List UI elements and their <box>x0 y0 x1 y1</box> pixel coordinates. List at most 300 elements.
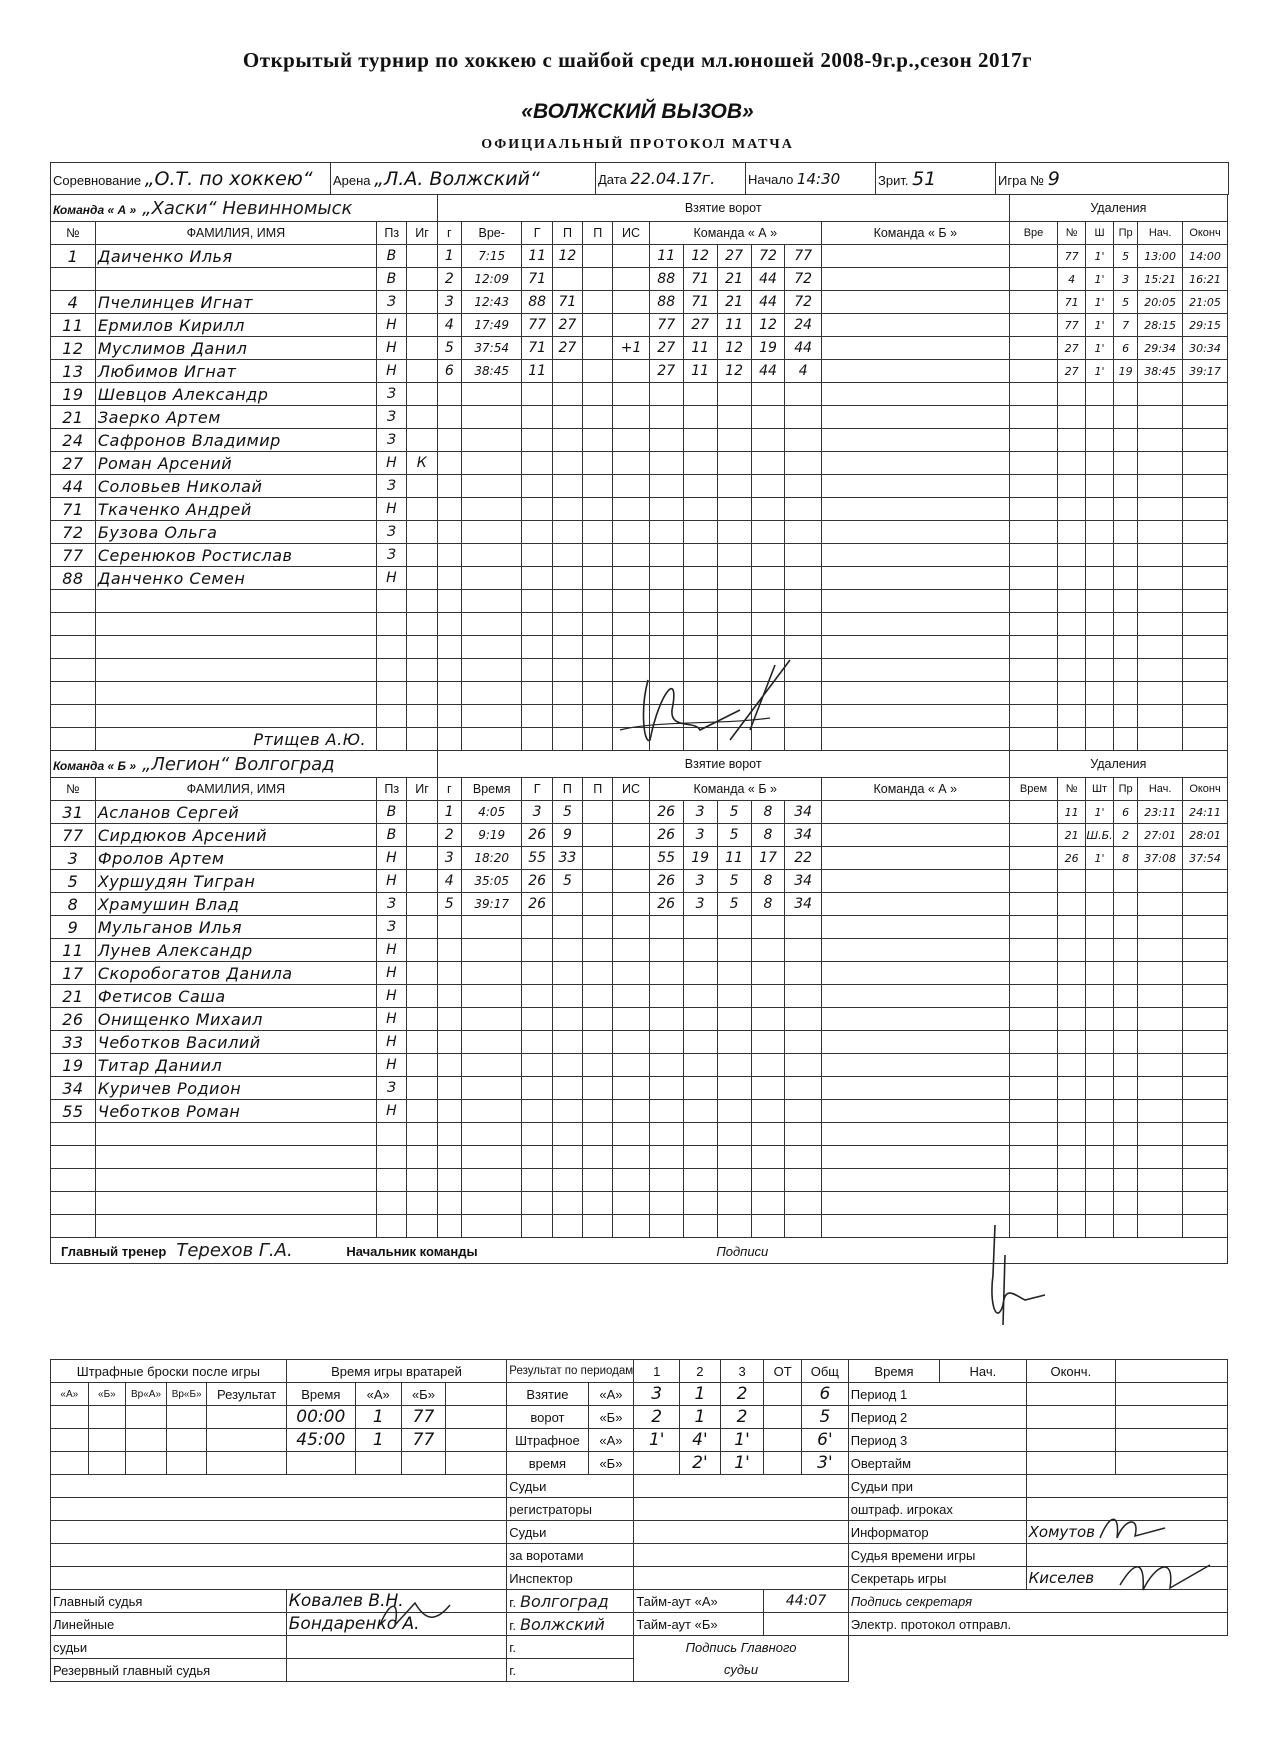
player-name: Ткаченко Андрей <box>95 498 376 521</box>
goal-on-ice <box>683 1054 717 1077</box>
cell <box>51 1475 507 1498</box>
team-b-coach: Терехов Г.А. <box>176 1240 293 1261</box>
goalie-b-value: 77 <box>401 1429 446 1452</box>
cell <box>286 1636 507 1659</box>
goal-n: 6 <box>437 360 461 383</box>
goal-t <box>461 1169 522 1192</box>
teamA-name: „Хаски“ Невинномыск <box>142 197 353 219</box>
goal-on-ice <box>683 1008 717 1031</box>
penalty-sh <box>1086 498 1114 521</box>
period-3-header: 3 <box>720 1360 764 1383</box>
goal-n <box>437 636 461 659</box>
penalty-sh: 1' <box>1086 245 1114 268</box>
goal-p: 33 <box>552 847 582 870</box>
competition-label: Соревнование <box>53 172 142 188</box>
cell <box>1026 1429 1115 1452</box>
goal-on-ice <box>717 1192 751 1215</box>
goal-is <box>613 429 649 452</box>
goal-t <box>461 962 522 985</box>
results-section <box>50 1359 1228 1682</box>
penalty-end: 30:34 <box>1183 337 1228 360</box>
goal-g: 77 <box>522 314 552 337</box>
penalty-num <box>1058 1146 1086 1169</box>
cell <box>355 1452 401 1475</box>
goal-g <box>522 1123 552 1146</box>
penalty-num: 11 <box>1058 801 1086 824</box>
linesmen-value: Бондаренко А. <box>286 1613 507 1636</box>
penalty-end <box>1183 893 1228 916</box>
goal-on-ice <box>751 1008 785 1031</box>
penalty-start: 38:45 <box>1138 360 1183 383</box>
opponent-on-ice <box>821 824 1009 847</box>
penalty-start <box>1138 659 1183 682</box>
reserve-judge-label: Резервный главный судья <box>51 1659 287 1682</box>
goal-t <box>461 939 522 962</box>
goal-p2 <box>583 429 613 452</box>
penalty-pr: 2 <box>1113 824 1137 847</box>
goals-a-value: 3 <box>634 1383 680 1406</box>
goal-t <box>461 498 522 521</box>
goal-t <box>461 1192 522 1215</box>
table-row <box>51 939 1228 962</box>
cell <box>126 1452 167 1475</box>
cell <box>552 728 582 751</box>
cell <box>634 1475 848 1498</box>
player-name <box>95 1123 376 1146</box>
timekeeper-label: Судья времени игры <box>848 1544 1026 1567</box>
goal-n <box>437 705 461 728</box>
player-number <box>51 590 96 613</box>
table-row <box>51 1169 1228 1192</box>
goal-on-ice: 8 <box>751 870 785 893</box>
col-header-P: П <box>583 778 613 801</box>
goal-p2 <box>583 268 613 291</box>
penalty-start: 27:01 <box>1138 824 1183 847</box>
goal-p: 5 <box>552 870 582 893</box>
side-a-label: «А» <box>588 1429 634 1452</box>
player-name <box>95 613 376 636</box>
goal-on-ice <box>649 1169 683 1192</box>
goal-t <box>461 567 522 590</box>
goal-p <box>552 1054 582 1077</box>
col-header-g: г <box>437 222 461 245</box>
goal-on-ice <box>649 475 683 498</box>
goal-on-ice: 27 <box>717 245 751 268</box>
player-position: Н <box>377 314 407 337</box>
player-position: З <box>377 893 407 916</box>
goal-on-ice <box>751 406 785 429</box>
timeout-b-label: Тайм-аут «Б» <box>634 1613 764 1636</box>
goal-g <box>522 590 552 613</box>
penalty-t <box>1009 383 1057 406</box>
goal-on-ice <box>649 985 683 1008</box>
goal-g <box>522 1031 552 1054</box>
goal-is <box>613 1146 649 1169</box>
goal-is <box>613 962 649 985</box>
goal-t <box>461 1077 522 1100</box>
goal-is <box>613 544 649 567</box>
penalty-sh <box>1086 985 1114 1008</box>
goal-on-ice: 3 <box>683 870 717 893</box>
goal-on-ice <box>751 1031 785 1054</box>
penalty-start <box>1138 613 1183 636</box>
penalty-end <box>1183 498 1228 521</box>
player-captain <box>407 1077 437 1100</box>
penalty-num: 77 <box>1058 245 1086 268</box>
goal-t <box>461 636 522 659</box>
time-end-header: Оконч. <box>1026 1360 1115 1383</box>
player-name: Соловьев Николай <box>95 475 376 498</box>
goal-t <box>461 1123 522 1146</box>
penalty-pr <box>1113 1169 1137 1192</box>
goal-g: 11 <box>522 245 552 268</box>
player-name <box>95 1192 376 1215</box>
col-header-g: г <box>437 778 461 801</box>
goal-on-ice: 55 <box>649 847 683 870</box>
penalty-sh: 1' <box>1086 291 1114 314</box>
penalty-num <box>1058 705 1086 728</box>
goal-on-ice <box>683 1100 717 1123</box>
opponent-on-ice <box>821 291 1009 314</box>
goals-b-value: 2 <box>720 1406 764 1429</box>
penalty-start <box>1138 705 1183 728</box>
penalty-t <box>1009 1054 1057 1077</box>
goal-on-ice: 12 <box>717 360 751 383</box>
goal-is <box>613 291 649 314</box>
side-b-label: «Б» <box>588 1406 634 1429</box>
goal-n: 4 <box>437 314 461 337</box>
cell <box>207 1452 286 1475</box>
player-captain <box>407 870 437 893</box>
opponent-on-ice <box>821 985 1009 1008</box>
goal-g <box>522 452 552 475</box>
goal-n <box>437 498 461 521</box>
goal-g: 11 <box>522 360 552 383</box>
goal-is <box>613 406 649 429</box>
goal-p2 <box>583 475 613 498</box>
penalty-num <box>1058 659 1086 682</box>
player-captain <box>407 1169 437 1192</box>
goal-g: 26 <box>522 824 552 847</box>
player-name: Чеботков Роман <box>95 1100 376 1123</box>
player-name <box>95 268 376 291</box>
table-row <box>51 314 1228 337</box>
goalie-a-value: 1 <box>355 1406 401 1429</box>
opponent-on-ice <box>821 475 1009 498</box>
goal-on-ice: 17 <box>751 847 785 870</box>
player-name <box>95 705 376 728</box>
penalty-num <box>1058 893 1086 916</box>
goal-g: 88 <box>522 291 552 314</box>
penalty-end <box>1183 985 1228 1008</box>
goal-p2 <box>583 1146 613 1169</box>
penalty-start: 29:34 <box>1138 337 1183 360</box>
goal-on-ice <box>751 1169 785 1192</box>
player-position: Н <box>377 1054 407 1077</box>
goal-on-ice <box>751 521 785 544</box>
penalty-num <box>1058 1054 1086 1077</box>
table-row <box>51 801 1228 824</box>
cell <box>88 1429 126 1452</box>
goal-on-ice <box>717 1100 751 1123</box>
cell <box>1116 1429 1228 1452</box>
player-captain <box>407 1192 437 1215</box>
penalty-t <box>1009 268 1057 291</box>
player-position: Н <box>377 962 407 985</box>
goal-on-ice <box>683 475 717 498</box>
player-number: 88 <box>51 567 96 590</box>
player-name: Лунев Александр <box>95 939 376 962</box>
city-cell: г. <box>507 1636 634 1659</box>
goal-g: 26 <box>522 893 552 916</box>
penalty-pr <box>1113 1054 1137 1077</box>
goal-g <box>522 659 552 682</box>
goal-on-ice <box>785 590 821 613</box>
penalty-sh <box>1086 870 1114 893</box>
player-position <box>377 1215 407 1238</box>
chief-judge-signature <box>375 1595 465 1635</box>
goal-on-ice: 12 <box>717 337 751 360</box>
penalty-pr <box>1113 939 1137 962</box>
goal-on-ice <box>649 916 683 939</box>
penalty-time-label-2: время <box>507 1452 588 1475</box>
informer-signature <box>1095 1508 1175 1548</box>
goal-p2 <box>583 939 613 962</box>
cell <box>437 728 461 751</box>
goal-p2 <box>583 1123 613 1146</box>
penalty-start: 37:08 <box>1138 847 1183 870</box>
goal-is <box>613 1054 649 1077</box>
goal-on-ice: 11 <box>683 360 717 383</box>
goal-on-ice <box>717 429 751 452</box>
penalty-t <box>1009 962 1057 985</box>
player-number <box>51 1146 96 1169</box>
pen-a-value: 6' <box>802 1429 849 1452</box>
goal-g <box>522 916 552 939</box>
goalie-time-value: 00:00 <box>286 1406 355 1429</box>
player-name <box>95 636 376 659</box>
player-name: Куричев Родион <box>95 1077 376 1100</box>
penalty-end <box>1183 939 1228 962</box>
penalty-end <box>1183 1031 1228 1054</box>
goal-on-ice: 3 <box>683 801 717 824</box>
penalty-num <box>1058 452 1086 475</box>
player-name <box>95 1215 376 1238</box>
player-name: Мульганов Илья <box>95 916 376 939</box>
penalty-pr: 5 <box>1113 291 1137 314</box>
penalty-num <box>1058 567 1086 590</box>
inspector-label: Инспектор <box>507 1567 634 1590</box>
penalty-start <box>1138 475 1183 498</box>
goals-label: Взятие <box>507 1383 588 1406</box>
player-position: В <box>377 824 407 847</box>
col-header-team-a: Команда « А » <box>821 778 1009 801</box>
goal-g <box>522 475 552 498</box>
cell <box>166 1429 207 1452</box>
match-header <box>50 162 1229 195</box>
table-row <box>51 985 1228 1008</box>
player-captain <box>407 475 437 498</box>
player-captain <box>407 498 437 521</box>
col-header-IS: ИС <box>613 778 649 801</box>
penalty-num <box>1058 383 1086 406</box>
penalty-start <box>1138 1100 1183 1123</box>
goal-on-ice <box>683 567 717 590</box>
player-number: 24 <box>51 429 96 452</box>
coach-signature-a <box>600 650 800 760</box>
chief-judge-value: Ковалев В.Н. <box>286 1590 507 1613</box>
goal-t <box>461 1054 522 1077</box>
penalty-num <box>1058 613 1086 636</box>
period-1-row: Период 1 <box>848 1383 1026 1406</box>
goal-on-ice <box>751 1054 785 1077</box>
goal-on-ice <box>717 1031 751 1054</box>
goal-judges-label-2: за воротами <box>507 1544 634 1567</box>
penalty-t <box>1009 1192 1057 1215</box>
penalties-section-header: Удаления <box>1009 195 1227 222</box>
col-header-pen-time-b: Врем <box>1009 778 1057 801</box>
goal-p <box>552 939 582 962</box>
goal-on-ice <box>751 1100 785 1123</box>
goal-on-ice: 44 <box>751 291 785 314</box>
player-position: З <box>377 475 407 498</box>
goal-on-ice <box>683 916 717 939</box>
pen-b-value: 3' <box>802 1452 849 1475</box>
goal-on-ice <box>649 383 683 406</box>
player-captain <box>407 824 437 847</box>
signatures-label: Подписи <box>716 1244 769 1259</box>
penalty-end <box>1183 962 1228 985</box>
goal-on-ice <box>751 1123 785 1146</box>
goal-on-ice: 27 <box>649 337 683 360</box>
cell <box>1026 1475 1227 1498</box>
table-row <box>51 521 1228 544</box>
cell <box>207 1429 286 1452</box>
penalty-pr <box>1113 452 1137 475</box>
goal-is <box>613 1077 649 1100</box>
table-row <box>51 406 1228 429</box>
side-a-label: «А» <box>588 1383 634 1406</box>
opponent-on-ice <box>821 337 1009 360</box>
goal-n <box>437 590 461 613</box>
table-row <box>51 916 1228 939</box>
goal-on-ice: 21 <box>717 291 751 314</box>
goal-n: 5 <box>437 337 461 360</box>
opponent-on-ice <box>821 1123 1009 1146</box>
goals-a-value <box>764 1383 802 1406</box>
penalty-start <box>1138 870 1183 893</box>
player-position <box>377 590 407 613</box>
cell <box>848 1659 1227 1682</box>
penalty-t <box>1009 824 1057 847</box>
penalty-num: 4 <box>1058 268 1086 291</box>
team-b-table <box>50 750 1228 1264</box>
opponent-on-ice <box>821 682 1009 705</box>
penalty-sh <box>1086 406 1114 429</box>
goal-on-ice: 5 <box>717 870 751 893</box>
penalty-num: 21 <box>1058 824 1086 847</box>
goal-on-ice <box>785 962 821 985</box>
goal-is <box>613 824 649 847</box>
penalty-end <box>1183 406 1228 429</box>
goal-on-ice <box>649 939 683 962</box>
goal-t <box>461 613 522 636</box>
cell <box>446 1429 507 1452</box>
goal-g <box>522 406 552 429</box>
goal-on-ice: 26 <box>649 870 683 893</box>
cell <box>166 1406 207 1429</box>
player-position <box>377 682 407 705</box>
penalty-end <box>1183 590 1228 613</box>
penalty-start <box>1138 939 1183 962</box>
penalty-sh: 1' <box>1086 847 1114 870</box>
penalty-num <box>1058 1169 1086 1192</box>
table-row <box>51 1192 1228 1215</box>
chief-sign-label: Подпись Главного <box>634 1636 848 1659</box>
goal-p2 <box>583 291 613 314</box>
goal-on-ice <box>683 383 717 406</box>
col-header-name: ФАМИЛИЯ, ИМЯ <box>95 778 376 801</box>
goal-p <box>552 985 582 1008</box>
penalty-pr <box>1113 985 1137 1008</box>
penalty-start <box>1138 1123 1183 1146</box>
linesmen-label: Линейные <box>51 1613 287 1636</box>
player-captain <box>407 245 437 268</box>
goal-on-ice: 4 <box>785 360 821 383</box>
goal-p <box>552 1031 582 1054</box>
goal-t <box>461 705 522 728</box>
goal-on-ice <box>717 544 751 567</box>
pen-b-value <box>634 1452 680 1475</box>
goal-on-ice: 12 <box>683 245 717 268</box>
goal-is <box>613 847 649 870</box>
goal-on-ice <box>717 521 751 544</box>
goal-on-ice <box>751 544 785 567</box>
penalty-t <box>1009 1077 1057 1100</box>
penalty-t <box>1009 475 1057 498</box>
col-header-pos: Пз <box>377 222 407 245</box>
goal-on-ice <box>683 962 717 985</box>
goal-on-ice <box>683 590 717 613</box>
cell <box>1086 728 1114 751</box>
penbox-judges-label: Судьи при <box>848 1475 1026 1498</box>
player-captain <box>407 406 437 429</box>
player-position: Н <box>377 847 407 870</box>
penalty-sh <box>1086 1146 1114 1169</box>
col-header-time-b: Время <box>461 778 522 801</box>
goalie-time-header: Время игры вратарей <box>286 1360 507 1383</box>
col-header-num: № <box>51 222 96 245</box>
goal-on-ice: 19 <box>683 847 717 870</box>
col-header-played: Иг <box>407 222 437 245</box>
start-value: 14:30 <box>796 169 841 188</box>
goal-n: 4 <box>437 870 461 893</box>
goal-g <box>522 521 552 544</box>
player-name: Даиченко Илья <box>95 245 376 268</box>
penalty-pr <box>1113 590 1137 613</box>
opponent-on-ice <box>821 590 1009 613</box>
pen-a-value: 1' <box>634 1429 680 1452</box>
goal-t <box>461 429 522 452</box>
table-row <box>51 1031 1228 1054</box>
player-captain <box>407 1031 437 1054</box>
pen-a-value: 1' <box>720 1429 764 1452</box>
penalty-start <box>1138 893 1183 916</box>
goal-on-ice <box>649 613 683 636</box>
cell <box>1058 728 1086 751</box>
secretary-label: Секретарь игры <box>848 1567 1026 1590</box>
goal-on-ice: 88 <box>649 291 683 314</box>
